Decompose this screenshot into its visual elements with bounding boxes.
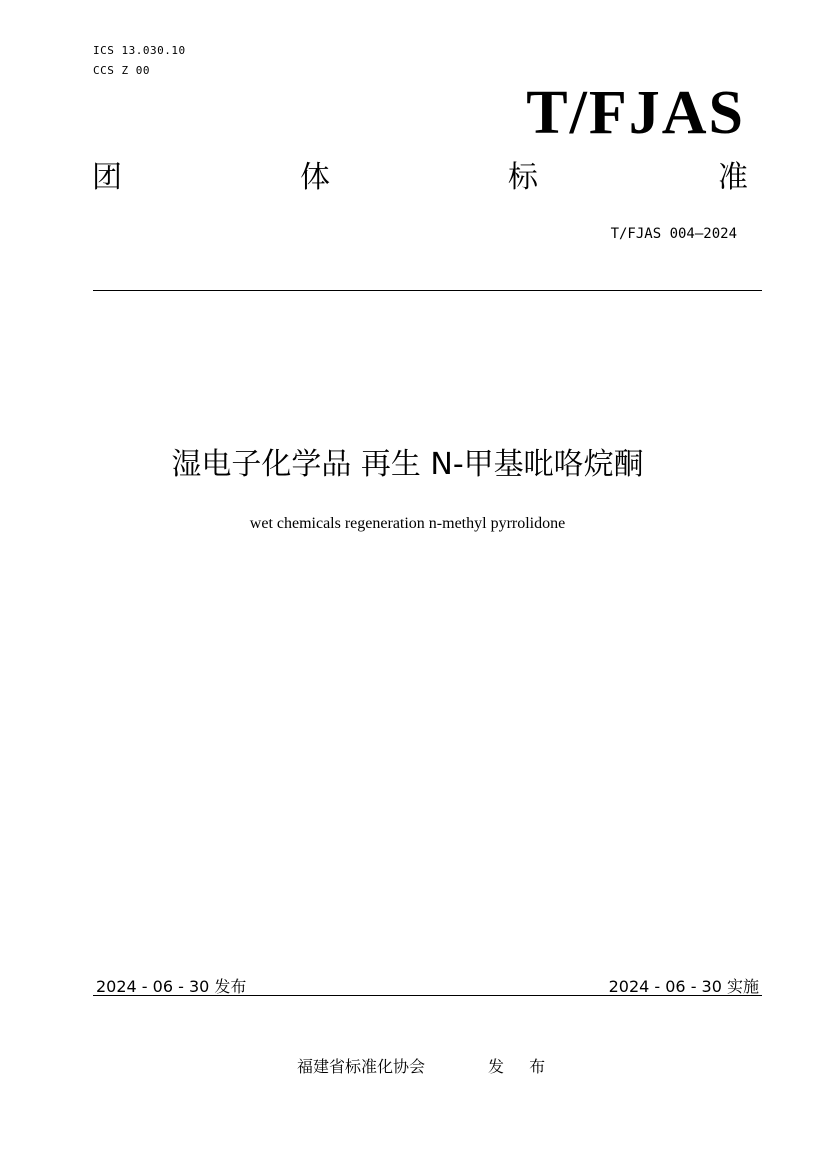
category-char-4: 准 bbox=[718, 160, 748, 195]
document-title-chinese: 湿电子化学品 再生 N-甲基吡咯烷酮 bbox=[171, 447, 644, 482]
publish-label: 发 布 bbox=[488, 1057, 556, 1076]
standard-number: T/FJAS 004—2024 bbox=[610, 226, 737, 242]
category-char-1: 团 bbox=[92, 160, 122, 195]
category-char-3: 标 bbox=[508, 160, 538, 195]
standard-logo: T/FJAS bbox=[526, 79, 745, 147]
top-divider bbox=[93, 290, 762, 291]
category-char-2: 体 bbox=[300, 160, 330, 195]
publisher-name: 福建省标准化协会 bbox=[297, 1057, 426, 1076]
ccs-code: CCS Z 00 bbox=[93, 64, 150, 77]
implementation-date: 2024 - 06 - 30 实施 bbox=[608, 977, 759, 996]
bottom-divider bbox=[93, 995, 762, 996]
document-title-english: wet chemicals regeneration n-methyl pyrrolidone bbox=[249, 515, 566, 532]
ics-code: ICS 13.030.10 bbox=[93, 44, 186, 57]
issue-date: 2024 - 06 - 30 发布 bbox=[96, 977, 247, 996]
